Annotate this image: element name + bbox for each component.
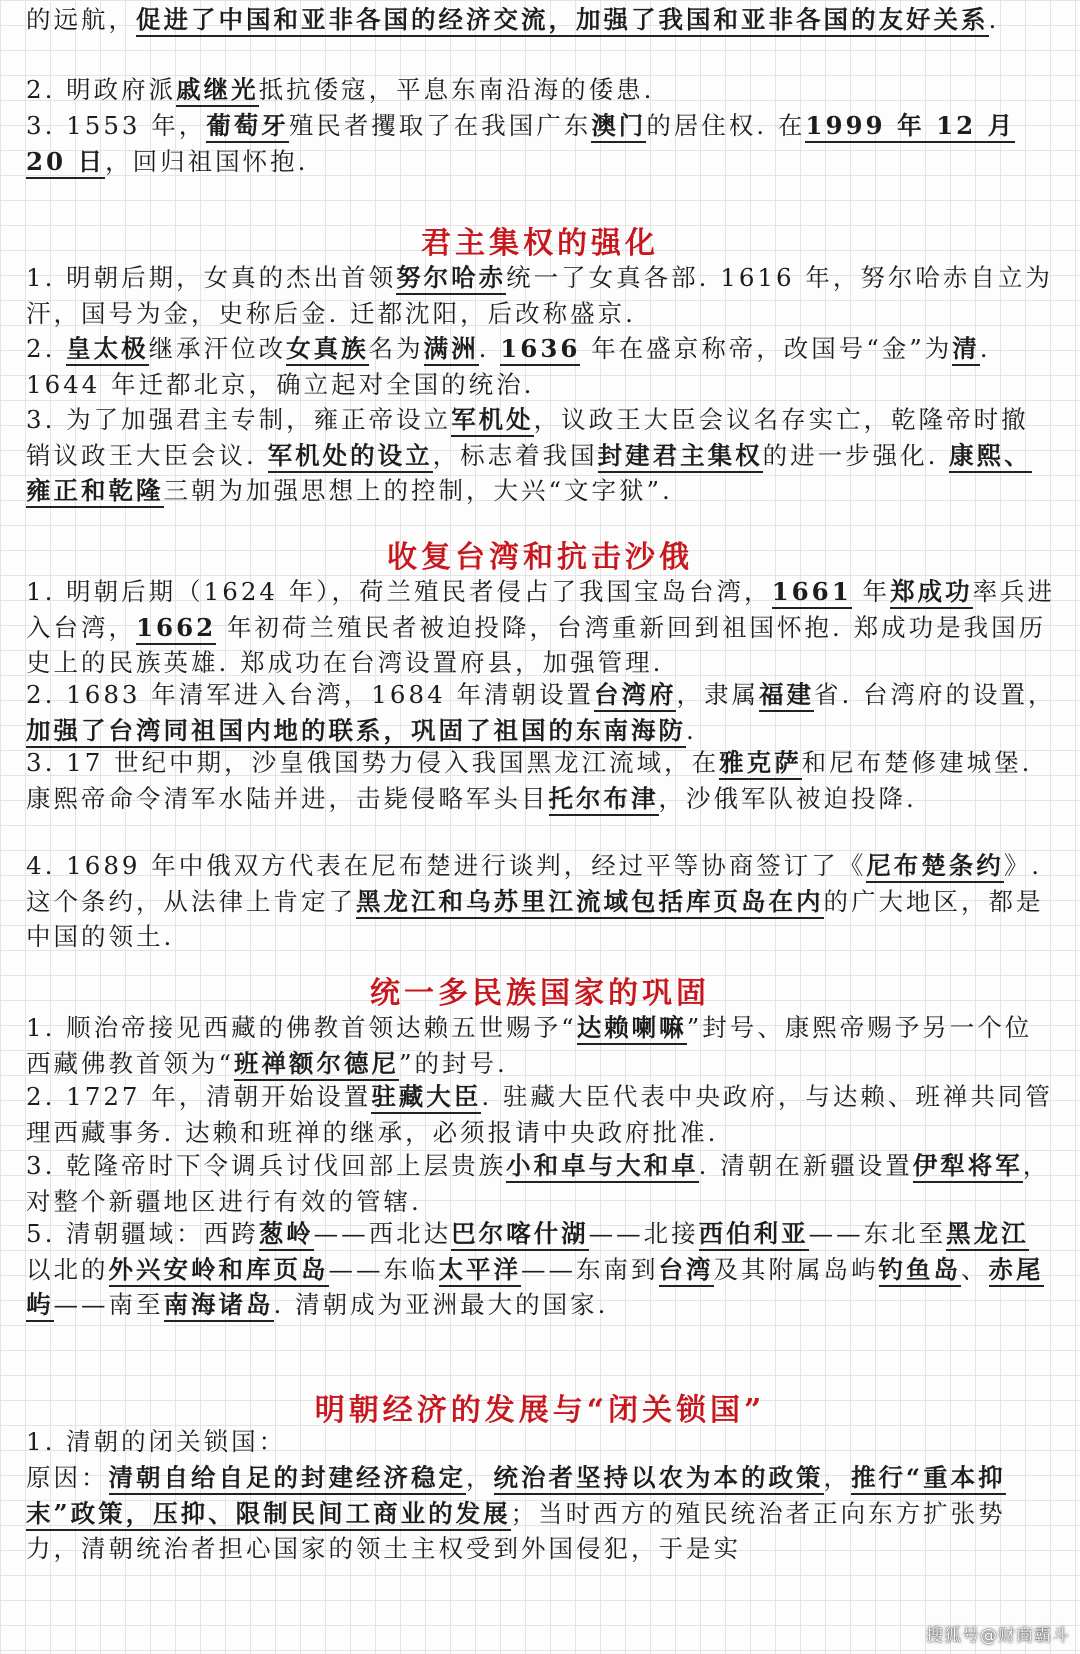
centralization-point-2: 2. 皇太极继承汗位改女真族名为满洲. 1636 年在盛京称帝，改国号“金”为清. 1644 年迁都北京，确立起对全国的统治. — [26, 334, 991, 399]
taiwan-russia-point-2: 2. 1683 年清军进入台湾，1684 年清朝设置台湾府，隶属福建省. 台湾府的设置，加强了台湾同祖国内地的联系，巩固了祖国的东南海防. — [26, 677, 1056, 748]
key-phrase: 西伯利亚 — [699, 1219, 809, 1251]
key-phrase: 满洲 — [424, 334, 479, 366]
key-phrase: 澳门 — [591, 111, 646, 143]
taiwan-russia-point-1: 1. 明朝后期（1624 年），荷兰殖民者侵占了我国宝岛台湾，1661 年郑成功率兵进入台湾，1662 年初荷兰殖民者被迫投降，台湾重新回到祖国怀抱. 郑成功是我国历史上的民族英雄. 郑成功在台湾设置府县，加强管理. — [26, 577, 1056, 677]
key-phrase: 钓鱼岛 — [879, 1255, 962, 1287]
key-phrase: 戚继光 — [176, 75, 259, 107]
centralization-point-1: 1. 明朝后期，女真的杰出首领努尔哈赤统一了女真各部. 1616 年，努尔哈赤自立为汗，国号为金，史称后金. 迁都沈阳，后改称盛京. — [26, 263, 1053, 328]
unified-state-point-3: 3. 乾隆帝时下令调兵讨伐回部上层贵族小和卓与大和卓. 清朝在新疆设置伊犁将军，对整个新疆地区进行有效的管辖. — [26, 1151, 1051, 1216]
key-phrase: 赤尾屿 — [26, 1255, 1044, 1323]
key-phrase: 1636 — [500, 334, 580, 366]
watermark: 搜狐号@财商霸斗 — [926, 1626, 1070, 1646]
section-title-unified-state: 统一多民族国家的巩固 — [370, 976, 710, 1011]
key-phrase: 达赖喇嘛 — [577, 1013, 687, 1045]
key-phrase: 葱岭 — [259, 1219, 314, 1251]
key-phrase: 皇太极 — [66, 334, 149, 366]
economy-isolation-point-1: 1. 清朝的闭关锁国： — [26, 1427, 287, 1456]
key-phrase: 葡萄牙 — [206, 111, 289, 143]
key-phrase: 福建 — [759, 680, 814, 712]
key-phrase: 班禅额尔德尼 — [234, 1049, 399, 1081]
key-phrase: 康熙、雍正和乾隆 — [26, 441, 1032, 509]
intro-paragraph-voyages: 的远航，促进了中国和亚非各国的经济交流，加强了我国和亚非各国的友好关系. — [26, 2, 1056, 38]
key-phrase: 1661 — [772, 577, 852, 609]
key-phrase: 统治者坚持以农为本的政策 — [494, 1463, 824, 1495]
unified-state-point-5: 5. 清朝疆域：西跨葱岭——西北达巴尔喀什湖——北接西伯利亚——东北至黑龙江以北的外兴安岭和库页岛——东临太平洋——东南到台湾及其附属岛屿钓鱼岛、赤尾屿——南至南海诸岛. 清朝成为亚洲最大的国家. — [26, 1216, 1056, 1323]
key-phrase: 南海诸岛 — [164, 1290, 274, 1322]
key-phrase: 太平洋 — [439, 1255, 522, 1287]
key-phrase: 清 — [952, 334, 980, 366]
unified-state-point-2: 2. 1727 年，清朝开始设置驻藏大臣. 驻藏大臣代表中央政府，与达赖、班禅共同管理西藏事务. 达赖和班禅的继承，必须报请中央政府批准. — [26, 1082, 1053, 1147]
key-phrase: 托尔布津 — [549, 784, 659, 816]
key-phrase: 黑龙江和乌苏里江流域包括库页岛在内 — [356, 887, 824, 919]
taiwan-russia-point-4: 4. 1689 年中俄双方代表在尼布楚进行谈判，经过平等协商签订了《尼布楚条约》. 这个条约，从法律上肯定了黑龙江和乌苏里江流域包括库页岛在内的广大地区，都是中国的领土. — [26, 851, 1044, 951]
key-phrase: 努尔哈赤 — [396, 263, 506, 295]
key-phrase: 郑成功 — [890, 577, 973, 609]
economy-isolation-reasons: 原因：清朝自给自足的封建经济稳定，统治者坚持以农为本的政策，推行“重本抑末”政策，压抑、限制民间工商业的发展；当时西方的殖民统治者正向东方扩张势力，清朝统治者担心国家的领土主权受到外国侵犯，于是实 — [26, 1463, 1006, 1563]
section-title-centralization: 君主集权的强化 — [421, 226, 659, 261]
section-title-taiwan-russia: 收复台湾和抗击沙俄 — [387, 540, 693, 575]
key-phrase: 雅克萨 — [719, 748, 802, 780]
key-phrase: 巴尔喀什湖 — [451, 1219, 589, 1251]
key-phrase: 促进了中国和亚非各国的经济交流，加强了我国和亚非各国的友好关系 — [136, 5, 989, 37]
key-phrase: 伊犁将军 — [913, 1151, 1023, 1183]
key-phrase: 推行“重本抑末”政策，压抑、限制民间工商业的发展 — [26, 1463, 1006, 1531]
section-title-economy-isolation: 明朝经济的发展与“闭关锁国” — [314, 1393, 766, 1428]
key-phrase: 加强了台湾同祖国内地的联系，巩固了祖国的东南海防 — [26, 716, 686, 748]
intro-paragraph-macao: 3. 1553 年，葡萄牙殖民者攫取了在我国广东澳门的居住权. 在1999 年 12 月 20 日，回归祖国怀抱. — [26, 108, 1056, 179]
key-phrase: 尼布楚条约 — [866, 851, 1004, 883]
key-phrase: 军机处 — [451, 405, 534, 437]
key-phrase: 军机处的设立 — [268, 441, 433, 473]
unified-state-point-1: 1. 顺治帝接见西藏的佛教首领达赖五世赐予“达赖喇嘛”封号、康熙帝赐予另一个位西藏佛教首领为“班禅额尔德尼”的封号. — [26, 1010, 1056, 1081]
key-phrase: 清朝自给自足的封建经济稳定 — [109, 1463, 467, 1495]
key-phrase: 1662 — [136, 613, 216, 645]
key-phrase: 台湾 — [659, 1255, 714, 1287]
key-phrase: 女真族 — [286, 334, 369, 366]
centralization-point-3: 3. 为了加强君主专制，雍正帝设立军机处，议政王大臣会议名存实亡，乾隆帝时撤销议政王大臣会议. 军机处的设立，标志着我国封建君主集权的进一步强化. 康熙、雍正和乾隆三朝为加强思想上的控制，大兴“文字狱”. — [26, 402, 1056, 509]
key-phrase: 封建君主集权 — [598, 441, 763, 473]
key-phrase: 驻藏大臣 — [371, 1082, 481, 1114]
key-phrase: 黑龙江 — [946, 1219, 1029, 1251]
key-phrase: 1999 年 12 月 20 日 — [26, 111, 1015, 179]
key-phrase: 外兴安岭和库页岛 — [109, 1255, 329, 1287]
key-phrase: 小和卓与大和卓 — [506, 1151, 699, 1183]
intro-paragraph-qi-jiguang: 2. 明政府派戚继光抵抗倭寇，平息东南沿海的倭患. — [26, 72, 1056, 108]
key-phrase: 台湾府 — [594, 680, 677, 712]
taiwan-russia-point-3: 3. 17 世纪中期，沙皇俄国势力侵入我国黑龙江流域，在雅克萨和尼布楚修建城堡. 康熙帝命令清军水陆并进，击毙侵略军头目托尔布津，沙俄军队被迫投降. — [26, 745, 1056, 816]
